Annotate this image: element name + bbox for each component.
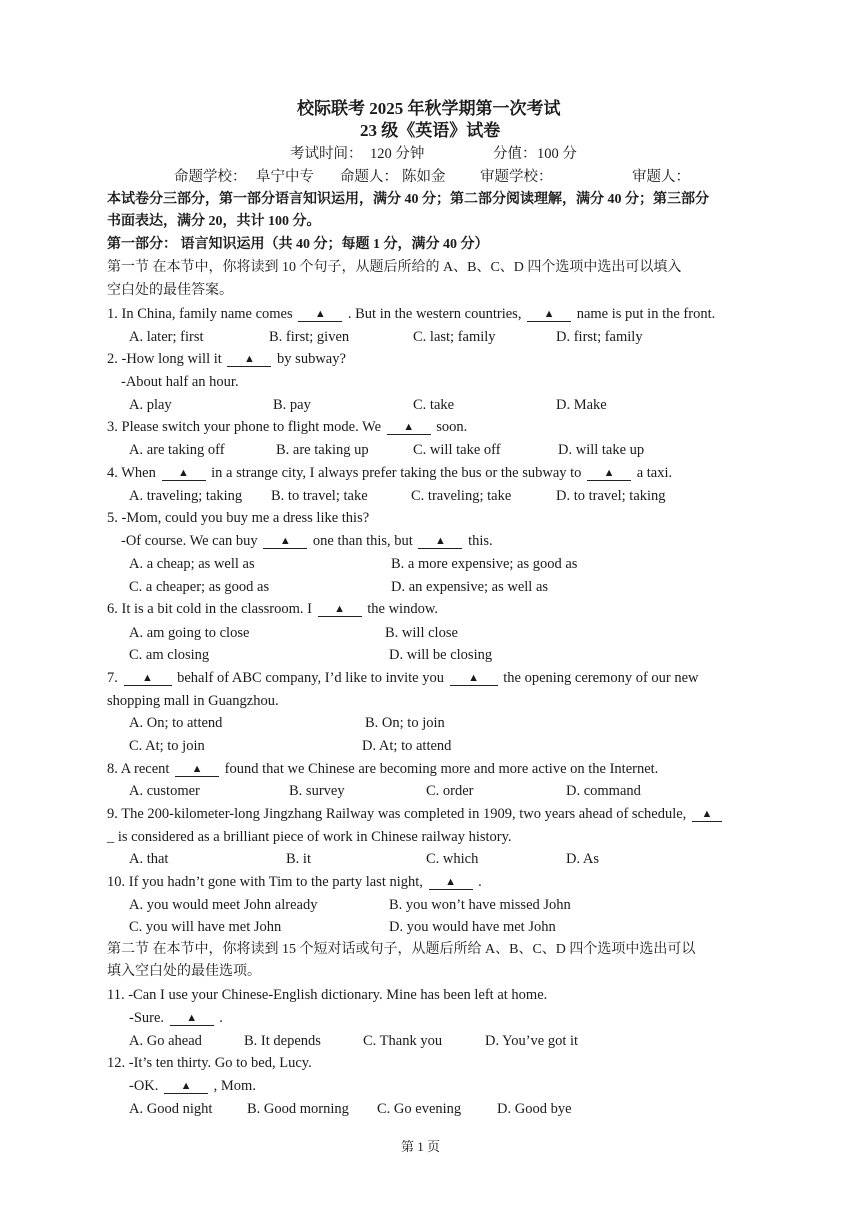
question-10 (107, 872, 482, 892)
option-a: A. On; to attend (129, 715, 223, 731)
blank-triangle: ▲ (468, 672, 480, 684)
question-12-reply (129, 1076, 256, 1096)
question-5-reply (121, 531, 493, 551)
question-7-continued: shopping mall in Guangzhou. (107, 693, 279, 709)
option-a: A. are taking off (129, 442, 225, 458)
answer-blank[interactable] (170, 1011, 214, 1026)
answer-blank[interactable] (263, 534, 307, 549)
question-3 (107, 417, 467, 437)
answer-blank[interactable] (227, 352, 271, 367)
question-11-reply (129, 1008, 223, 1028)
option-b: B. It depends (244, 1033, 321, 1049)
exam-time-label: 考试时间： (290, 146, 363, 162)
option-a: A. you would meet John already (129, 897, 318, 913)
option-c: C. order (426, 783, 474, 799)
answer-blank[interactable] (587, 466, 631, 481)
author-value: 陈如金 (402, 169, 446, 185)
question-text: a taxi. (636, 465, 673, 481)
intro-line-1: 本试卷分三部分，第一部分语言知识运用，满分 40 分；第二部分阅读理解，满分 40 分；第三部分 (107, 192, 709, 207)
review-school-label: 审题学校： (480, 169, 553, 185)
blank-triangle: ▲ (178, 467, 189, 479)
answer-blank[interactable] (527, 307, 571, 322)
option-c: C. Go evening (377, 1101, 462, 1117)
option-d: D. to travel; taking (556, 488, 666, 504)
section2-instruction-1: 第二节 在本节中，你将读到 15 个短对话或句子，从题后所给 A、B、C、D 四个选项中选出可以 (107, 942, 696, 957)
answer-blank[interactable] (175, 762, 219, 777)
option-a: A. Good night (129, 1101, 213, 1117)
option-a: A. play (129, 397, 172, 413)
option-a: A. Go ahead (129, 1033, 202, 1049)
answer-blank[interactable] (692, 807, 722, 822)
option-a: A. traveling; taking (129, 488, 243, 504)
section1-instruction-1: 第一节 在本节中，你将读到 10 个句子，从题后所给的 A、B、C、D 四个选项中选出可以填入 (107, 260, 682, 275)
question-12: 12. -It’s ten thirty. Go to bed, Lucy. (107, 1055, 312, 1071)
question-text: 6. It is a bit cold in the classroom. I (107, 601, 312, 617)
question-text: by subway? (277, 351, 346, 367)
option-d: D. will be closing (389, 647, 493, 663)
school-label: 命题学校： (174, 169, 247, 185)
option-b: B. a more expensive; as good as (391, 556, 578, 572)
question-text: one than this, but (312, 533, 413, 549)
question-text: 7. (107, 670, 118, 686)
exam-subtitle: 23 级《英语》试卷 (360, 121, 501, 140)
reviewer-label: 审题人： (632, 169, 690, 185)
option-b: B. it (286, 851, 311, 867)
question-text: name is put in the front. (576, 306, 716, 322)
question-text: 10. If you hadn’t gone with Tim to the party last night, (107, 874, 423, 890)
question-9-continued: _ is considered as a brilliant piece of work in Chinese railway history. (107, 829, 512, 845)
section2-instruction-2: 填入空白处的最佳选项。 (107, 964, 261, 979)
option-a: A. later; first (129, 329, 204, 345)
exam-title: 校际联考 2025 年秋学期第一次考试 (297, 99, 561, 118)
blank-triangle: ▲ (434, 535, 446, 547)
question-text: 1. In China, family name comes (107, 306, 293, 322)
author-label: 命题人： (340, 169, 398, 185)
question-text: -Sure. (129, 1010, 165, 1026)
option-b: B. pay (273, 397, 311, 413)
answer-blank[interactable] (450, 671, 498, 686)
question-text: soon. (436, 419, 468, 435)
option-d: D. an expensive; as well as (391, 579, 549, 595)
option-b: B. On; to join (365, 715, 445, 731)
option-b: B. to travel; take (271, 488, 368, 504)
page-number: 第 1 页 (401, 1139, 441, 1154)
intro-line-2: 书面表达，满分 20，共计 100 分。 (107, 214, 321, 229)
question-5: 5. -Mom, could you buy me a dress like this? (107, 510, 370, 526)
option-b: B. first; given (269, 329, 350, 345)
blank-triangle: ▲ (191, 763, 203, 775)
question-6 (107, 599, 438, 619)
option-c: C. a cheaper; as good as (129, 579, 270, 595)
question-11: 11. -Can I use your Chinese-English dictionary. Mine has been left at home. (107, 987, 548, 1003)
answer-blank[interactable] (429, 875, 473, 890)
question-1 (107, 304, 715, 324)
answer-blank[interactable] (418, 534, 462, 549)
option-d: D. you would have met John (389, 919, 556, 935)
option-b: B. are taking up (276, 442, 369, 458)
question-text: behalf of ABC company, I’d like to invite you (177, 670, 444, 686)
part1-heading: 第一部分： 语言知识运用（共 40 分；每题 1 分，满分 40 分） (107, 237, 489, 252)
option-d: D. Good bye (497, 1101, 572, 1117)
blank-triangle: ▲ (445, 876, 456, 888)
blank-triangle: ▲ (186, 1012, 198, 1024)
option-c: C. At; to join (129, 738, 205, 754)
option-c: C. take (413, 397, 455, 413)
school-value: 阜宁中专 (256, 169, 314, 185)
question-text: , Mom. (213, 1078, 256, 1094)
blank-triangle: ▲ (314, 308, 326, 320)
blank-triangle: ▲ (403, 421, 415, 433)
question-text: the opening ceremony of our new (503, 670, 699, 686)
exam-time-value: 120 分钟 (370, 146, 425, 162)
question-text: 2. -How long will it (107, 351, 222, 367)
question-text: this. (468, 533, 493, 549)
question-text: . But in the western countries, (347, 306, 522, 322)
question-text: found that we Chinese are becoming more and more active on the Internet. (224, 761, 659, 777)
option-c: C. am closing (129, 647, 210, 663)
question-2-reply: -About half an hour. (121, 374, 239, 390)
option-a: A. customer (129, 783, 200, 799)
answer-blank[interactable] (318, 602, 362, 617)
question-text: . (478, 874, 482, 890)
answer-blank[interactable] (298, 307, 342, 322)
question-text: the window. (367, 601, 438, 617)
answer-blank[interactable] (124, 671, 172, 686)
question-text: 4. When (107, 465, 156, 481)
answer-blank[interactable] (164, 1079, 208, 1094)
question-8 (107, 759, 658, 779)
blank-triangle: ▲ (279, 535, 291, 547)
option-d: D. will take up (558, 442, 645, 458)
question-text: in a strange city, I always prefer taking the bus or the subway to (211, 465, 582, 481)
question-text: -Of course. We can buy (121, 533, 258, 549)
option-d: D. first; family (556, 329, 643, 345)
score-value: 100 分 (537, 146, 577, 162)
blank-triangle: ▲ (603, 467, 615, 479)
option-d: D. As (566, 851, 600, 867)
answer-blank[interactable] (387, 420, 431, 435)
option-a: A. a cheap; as well as (129, 556, 255, 572)
option-b: B. you won’t have missed John (389, 897, 571, 913)
option-c: C. last; family (413, 329, 496, 345)
option-a: A. that (129, 851, 169, 867)
question-9 (107, 804, 724, 824)
question-7 (107, 668, 699, 688)
option-d: D. command (566, 783, 641, 799)
question-text: 9. The 200-kilometer-long Jingzhang Railway was completed in 1909, two years ahead of schedule, (107, 806, 687, 822)
section1-instruction-2: 空白处的最佳答案。 (107, 283, 233, 298)
option-c: C. which (426, 851, 479, 867)
blank-triangle: ▲ (334, 603, 346, 615)
question-text: 8. A recent (107, 761, 170, 777)
blank-triangle: ▲ (701, 808, 713, 820)
option-a: A. am going to close (129, 625, 250, 641)
question-text: . (219, 1010, 223, 1026)
question-4 (107, 463, 672, 483)
option-d: D. At; to attend (362, 738, 452, 754)
blank-triangle: ▲ (243, 353, 255, 365)
blank-triangle: ▲ (142, 672, 153, 684)
score-label: 分值： (493, 146, 537, 162)
option-c: C. will take off (413, 442, 501, 458)
option-b: B. survey (289, 783, 345, 799)
option-b: B. Good morning (247, 1101, 349, 1117)
question-text: 3. Please switch your phone to flight mode. We (107, 419, 382, 435)
option-d: D. Make (556, 397, 607, 413)
option-c: C. Thank you (363, 1033, 443, 1049)
answer-blank[interactable] (162, 466, 206, 481)
option-c: C. traveling; take (411, 488, 512, 504)
option-b: B. will close (385, 625, 458, 641)
option-d: D. You’ve got it (485, 1033, 579, 1049)
blank-triangle: ▲ (543, 308, 555, 320)
question-text: -OK. (129, 1078, 159, 1094)
option-c: C. you will have met John (129, 919, 282, 935)
blank-triangle: ▲ (180, 1080, 192, 1092)
question-2 (107, 349, 346, 369)
